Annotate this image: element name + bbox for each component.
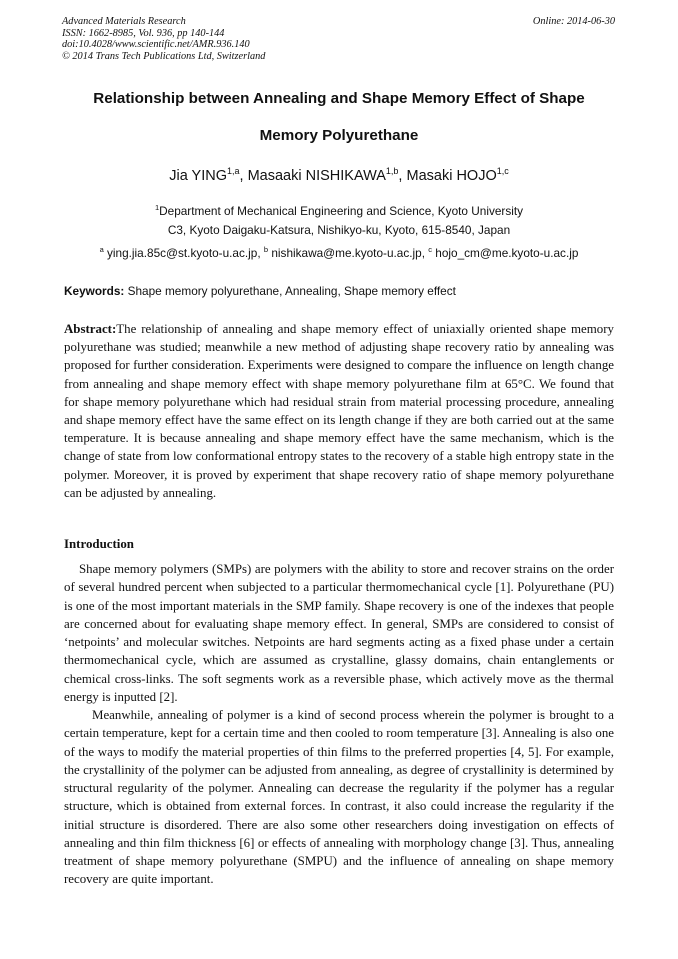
keywords-label: Keywords: [64,284,125,298]
email-address[interactable]: nishikawa@me.kyoto-u.ac.jp [271,246,422,260]
abstract-text: The relationship of annealing and shape memory effect of uniaxially oriented shape memory polyurethane was studied; meanwhile a new method of adjusting shape recovery ratio by annealing was proposed for further consideration. Experiments were designed to compare the influence on length change from annealing and shape memory effect with shape memory polyurethane film at 65°C. We found that for shape memory polyurethane which had residual strain from material processing procedure, annealing and shape memory effect have the same effect on its length change if they are both carried out at the same temperature. It is because annealing and shape memory effect have the same mechanism, which is the change of state from low conformational entropy states to the recovery of a stable high entropy state in the polymer. Moreover, it is proved by experiment that shape recovery ratio of shape memory polyurethane can be adjusted by annealing. [64,322,614,500]
paragraph: Shape memory polymers (SMPs) are polymers with the ability to store and recover strains on the order of several hundred percent when subjected to a particular thermomechanical cycle [1]. Polyurethane (PU) is one of the most important materials in the SMP family. Shape recovery is one of the indexes that people are concerned about for evaluating shape memory effect. In general, SMPs are considered to consist of ‘netpoints’ and molecular switches. Netpoints are hard segments acting as a fixed phase under a certain thermomechanical cycle, which are assumed as crystalline, glassy domains, chain entanglements or chemical cross-links. The soft segments work as a reversible phase, which actively move as the thermal energy is inputted [2]. [64,562,614,704]
abstract-label: Abstract: [64,322,117,336]
introduction-heading: Introduction [64,537,134,551]
abstract [64,320,614,502]
author-name: Masaaki NISHIKAWA [247,168,386,184]
affiliation-line-1 [0,204,678,218]
author-list: Jia YING$^{1,a}$, Masaaki NISHIKAWA$^{1,b}$, Masaki HOJO$^{1,c}$ [169,166,509,184]
paper-title-line-1: Relationship between Annealing and Shape Memory Effect of Shape [93,90,585,107]
keywords-text: Shape memory polyurethane, Annealing, Shape memory effect [127,284,456,298]
paper-title-line-2: Memory Polyurethane [259,127,419,144]
journal-header [62,16,615,62]
copyright-line: © 2014 Trans Tech Publications Ltd, Switzerland [62,50,266,62]
paragraph: Meanwhile, annealing of polymer is a kind of second process wherein the polymer is brought to a certain temperature, kept for a certain time and then cooled to room temperature [3]. Annealing is also one of the ways to modify the material properties of thin films to the preferred properties [4, 5]. For example, the crystallinity of the polymer can be adjusted from annealing, as degree of crystallinity is determined by structural regularity of the polymer. Annealing can decrease the regularity if the polymer has a regular structure, which is obtained from external forces. In contrast, it also could increase the regularity if the initial structure is disordered. There are also some other researchers doing investigation on effects of annealing and thin film thickness [6] or effects of annealing with morphology change [3]. Thus, annealing treatment of shape memory polyurethane (SMPU) and the influence of annealing on shape memory recovery are quite important. [64,708,614,887]
affiliation-text: Department of Mechanical Engineering and Science, Kyoto University [159,204,524,218]
author-affiliation-mark: 1,b [385,166,399,176]
author-affiliation-mark: 1,c [496,166,509,176]
email-mark: a [99,245,104,254]
introduction-body [64,560,614,889]
journal-name: Advanced Materials Research [62,16,186,27]
doi-line[interactable]: doi:10.4028/www.scientific.net/AMR.936.140 [62,39,250,51]
author-affiliation-mark: 1,a [227,166,240,176]
keywords [64,284,618,298]
issn-line: ISSN: 1662-8985, Vol. 936, pp 140-144 [62,27,225,39]
email-address[interactable]: ying.jia.85c@st.kyoto-u.ac.jp [107,246,258,260]
online-date: Online: 2014-06-30 [532,16,615,27]
author-name: Jia YING [169,168,227,184]
affiliation-line-2: C3, Kyoto Daigaku-Katsura, Nishikyo-ku, Kyoto, 615-8540, Japan [167,223,511,237]
author-name: Masaki HOJO [406,168,497,184]
email-mark: b [263,245,269,254]
affiliation-mark: 1 [154,203,160,212]
email-mark: c [428,245,433,254]
email-address[interactable]: hojo_cm@me.kyoto-u.ac.jp [435,246,579,260]
author-emails: $^a$ ying.jia.85c@st.kyoto-u.ac.jp, $^b$ nishikawa@me.kyoto-u.ac.jp, $^c$ hojo_cm@me.kyoto-u.ac.jp [99,245,579,260]
